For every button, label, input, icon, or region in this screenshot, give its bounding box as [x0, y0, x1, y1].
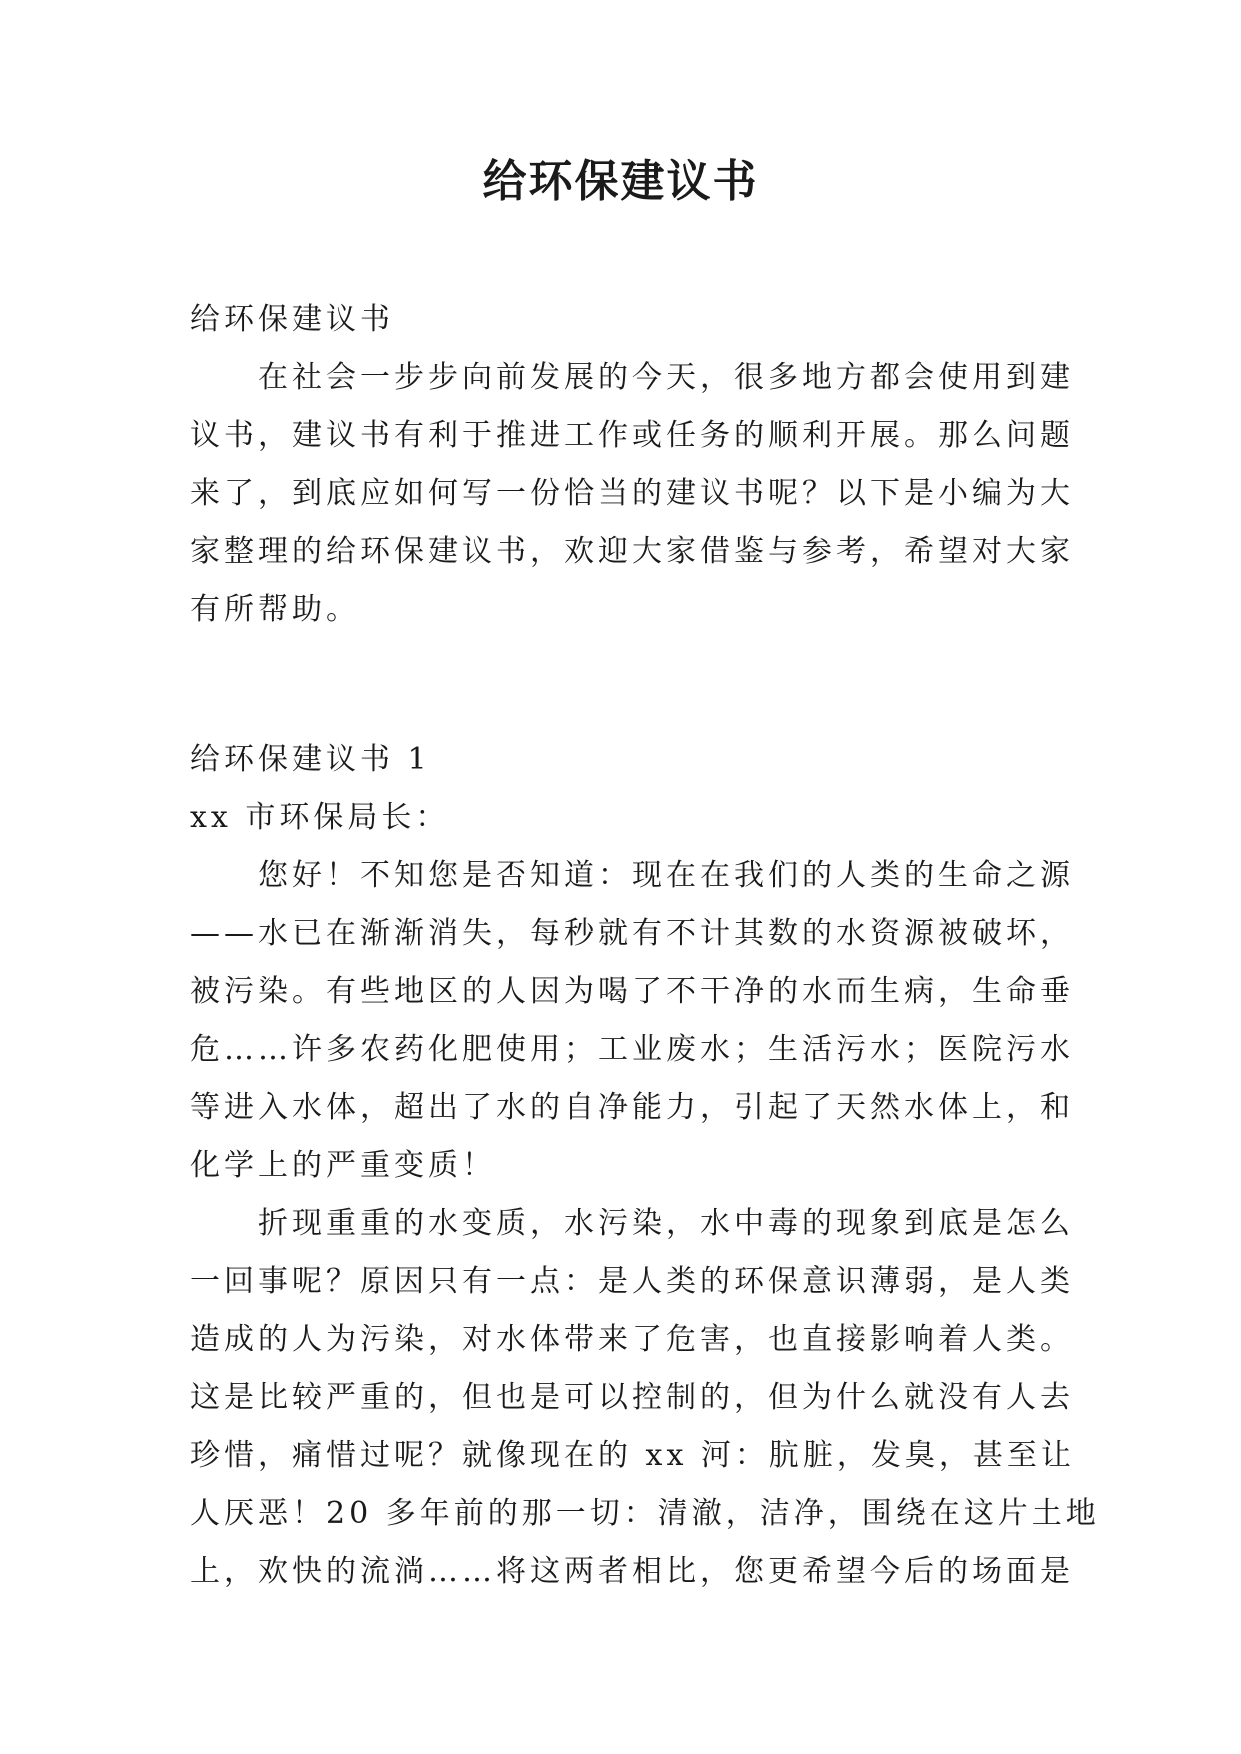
paragraph-line: 上，欢快的流淌……将这两者相比，您更希望今后的场面是 — [190, 1554, 1074, 1589]
intro-line: 家整理的给环保建议书，欢迎大家借鉴与参考，希望对大家 — [190, 534, 1074, 569]
intro-line: 有所帮助。 — [190, 592, 360, 627]
intro-line: 议书，建议书有利于推进工作或任务的顺利开展。那么问题 — [190, 418, 1074, 453]
document-subtitle: 给环保建议书 — [190, 302, 394, 337]
paragraph-line: 折现重重的水变质，水污染，水中毒的现象到底是怎么 — [258, 1206, 1074, 1241]
document-body — [190, 291, 1100, 1601]
paragraph-line: 造成的人为污染，对水体带来了危害，也直接影响着人类。 — [190, 1322, 1074, 1357]
paragraph-line: 等进入水体，超出了水的自净能力，引起了天然水体上，和 — [190, 1090, 1074, 1125]
paragraph-line: 化学上的严重变质！ — [190, 1148, 496, 1183]
paragraph-line: 珍惜，痛惜过呢？就像现在的 xx 河：肮脏，发臭，甚至让 — [190, 1438, 1075, 1473]
document-title: 给环保建议书 — [482, 156, 759, 207]
paragraph-line: 这是比较严重的，但也是可以控制的，但为什么就没有人去 — [190, 1380, 1074, 1415]
paragraph-line: 人厌恶！20 多年前的那一切：清澈，洁净，围绕在这片土地 — [190, 1496, 1100, 1531]
intro-line: 在社会一步步向前发展的今天，很多地方都会使用到建 — [258, 360, 1074, 395]
section-heading: 给环保建议书 1 — [190, 742, 431, 777]
salutation: xx 市环保局长： — [190, 800, 450, 835]
paragraph-line: 被污染。有些地区的人因为喝了不干净的水而生病，生命垂 — [190, 974, 1074, 1009]
section-gap — [190, 639, 1064, 731]
paragraph-line: 一回事呢？原因只有一点：是人类的环保意识薄弱，是人类 — [190, 1264, 1074, 1299]
paragraph-line: 危……许多农药化肥使用；工业废水；生活污水；医院污水 — [190, 1032, 1074, 1067]
paragraph-line: 您好！不知您是否知道：现在在我们的人类的生命之源 — [258, 858, 1074, 893]
paragraph-line: ——水已在渐渐消失，每秒就有不计其数的水资源被破坏， — [190, 916, 1074, 951]
intro-line: 来了，到底应如何写一份恰当的建议书呢？以下是小编为大 — [190, 476, 1074, 511]
